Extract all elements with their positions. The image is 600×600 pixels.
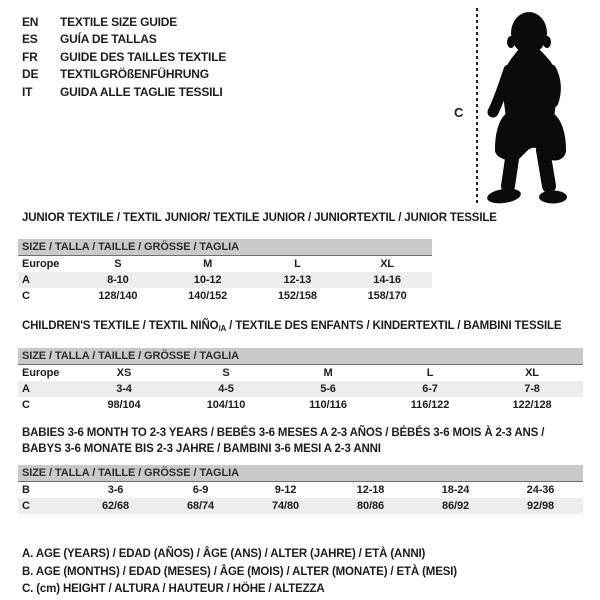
language-title: TEXTILE SIZE GUIDE: [60, 14, 178, 29]
table-cell: M: [323, 367, 333, 379]
language-row: [22, 48, 226, 66]
table-cell: 110/116: [309, 399, 347, 411]
table-cell: 12-18: [356, 484, 385, 496]
table-cell: 8-10: [107, 274, 129, 286]
footnote-a: A. AGE (YEARS) / EDAD (AÑOS) / ÂGE (ANS) / ALTER (JAHRE) / ETÀ (ANNI): [22, 548, 426, 560]
row-label: C: [22, 399, 30, 411]
babies-title-line2: BABYS 3-6 MONATE BIS 2-3 JAHRE / BAMBINI 3-6 MESI A 2-3 ANNI: [22, 442, 381, 455]
table-row: [18, 288, 432, 304]
language-title: GUIDE DES TAILLES TEXTILE: [60, 49, 227, 64]
height-measure-dotted-line: [476, 8, 478, 206]
language-title: GUÍA DE TALLAS: [60, 32, 157, 47]
row-label: A: [22, 274, 30, 286]
table-cell: 3-6: [107, 484, 124, 496]
language-code: FR: [22, 49, 38, 64]
children-size-table: [18, 348, 583, 413]
table-cell: 68/74: [186, 500, 215, 512]
row-label: Europe: [22, 367, 60, 379]
table-cell: 12-13: [283, 274, 312, 286]
height-measure-label: C: [454, 105, 464, 120]
table-cell: 6-9: [192, 484, 209, 496]
footnote-c: C. (cm) HEIGHT / ALTURA / HAUTEUR / HÖHE / ALTEZZA: [22, 583, 325, 595]
children-title-subscript: /A: [218, 324, 227, 333]
language-title: TEXTILGRÖßENFÜHRUNG: [60, 67, 209, 82]
table-cell: L: [294, 258, 301, 270]
table-cell: 5-6: [320, 383, 336, 395]
size-header-bar: SIZE / TALLA / TAILLE / GRÖSSE / TAGLIA: [18, 348, 583, 365]
language-code: EN: [22, 14, 39, 29]
table-cell: XL: [380, 258, 395, 270]
table-cell: 80/86: [356, 500, 385, 512]
language-row: [22, 31, 226, 49]
table-cell: L: [426, 367, 434, 379]
footnote-b: B. AGE (MONTHS) / EDAD (MESES) / ÂGE (MOIS) / ALTER (MONATE) / ETÀ (MESI): [22, 565, 457, 578]
table-cell: 158/170: [367, 290, 407, 302]
table-cell: 86/92: [441, 500, 470, 512]
row-label: A: [22, 383, 30, 395]
table-cell: 62/68: [101, 500, 130, 512]
table-cell: 116/122: [410, 399, 450, 411]
children-title-pre: CHILDREN'S TEXTILE / TEXTIL NIÑO: [22, 320, 219, 332]
table-cell: 14-16: [373, 274, 401, 286]
babies-section-title: [22, 426, 544, 457]
language-row: [22, 66, 226, 84]
language-code: DE: [22, 67, 39, 82]
table-cell: 92/98: [526, 500, 555, 512]
size-header-bar: SIZE / TALLA / TAILLE / GRÖSSE / TAGLIA: [18, 465, 583, 482]
children-title-post: / TEXTILE DES ENFANTS / KINDERTEXTIL / BAMBINI TESSILE: [226, 320, 562, 332]
table-cell: 9-12: [274, 484, 297, 496]
table-cell: 18-24: [441, 484, 470, 496]
language-row: [22, 83, 226, 101]
junior-size-table: [18, 239, 432, 304]
junior-section-title: JUNIOR TEXTILE / TEXTIL JUNIOR/ TEXTILE JUNIOR / JUNIORTEXTIL / JUNIOR TESSILE: [22, 212, 497, 224]
table-row: [18, 365, 583, 381]
language-code: ES: [22, 32, 38, 47]
table-cell: 128/140: [98, 290, 138, 302]
row-label: B: [22, 484, 30, 496]
table-cell: XL: [525, 367, 539, 379]
table-cell: 122/128: [512, 399, 552, 411]
table-row: [18, 482, 583, 498]
table-cell: S: [222, 367, 230, 379]
table-row: [18, 397, 583, 413]
table-cell: 6-7: [422, 383, 438, 395]
table-cell: 104/110: [206, 399, 246, 411]
language-title-list: [22, 13, 226, 101]
table-cell: S: [114, 258, 122, 270]
table-cell: 140/152: [188, 290, 228, 302]
table-cell: 10-12: [193, 274, 222, 286]
language-code: IT: [22, 84, 33, 99]
table-row: [18, 498, 583, 514]
table-cell: 3-4: [116, 383, 132, 395]
table-cell: 98/104: [107, 399, 141, 411]
language-row: [22, 13, 226, 31]
table-cell: 7-8: [524, 383, 540, 395]
table-cell: 4-5: [218, 383, 234, 395]
babies-title-line1: BABIES 3-6 MONTH TO 2-3 YEARS / BEBÉS 3-6 MESES A 2-3 AÑOS / BÉBÉS 3-6 MOIS À 2-3 ANS /: [22, 427, 545, 439]
toddler-silhouette-image: [480, 0, 600, 215]
row-label: C: [22, 290, 30, 302]
table-row: [18, 256, 432, 272]
table-row: [18, 272, 432, 288]
table-row: [18, 381, 583, 397]
table-cell: 24-36: [526, 484, 555, 496]
children-section-title: [22, 320, 561, 333]
row-label: C: [22, 500, 30, 512]
babies-size-table: [18, 465, 583, 514]
footnote-legend: [22, 546, 457, 599]
size-header-bar: SIZE / TALLA / TAILLE / GRÖSSE / TAGLIA: [18, 239, 432, 256]
table-cell: 74/80: [271, 500, 300, 512]
table-cell: 152/158: [277, 290, 317, 302]
row-label: Europe: [22, 258, 60, 270]
table-cell: XS: [116, 367, 132, 379]
table-cell: M: [203, 258, 213, 270]
language-title: GUIDA ALLE TAGLIE TESSILI: [60, 84, 223, 99]
